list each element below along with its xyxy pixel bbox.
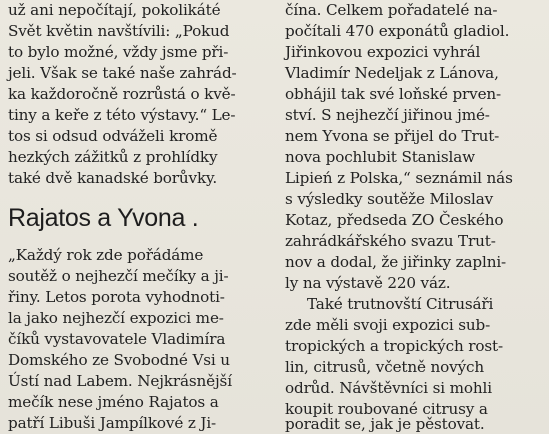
text-line: číků vystavovatele Vladimíra: [8, 330, 226, 348]
text-line: Jiřinkovou expozici vyhrál: [285, 43, 481, 61]
text-line: to bylo možné, vždy jsme při-: [8, 43, 229, 61]
text-line: Vladimír Nedeljak z Lánova,: [285, 64, 499, 82]
text-line: hezkých zážitků z prohlídky: [8, 148, 218, 166]
text-line: tiny a keře z této výstavy.“ Le-: [8, 106, 236, 124]
text-line: nov a dodal, že jiřinky zaplni-: [285, 253, 507, 271]
text-line: Ústí nad Labem. Nejkrásnější: [8, 372, 232, 390]
text-line: mečík nese jméno Rajatos a: [8, 393, 219, 411]
text-line: s výsledky soutěže Miloslav: [285, 190, 494, 208]
text-line: soutěž o nejhezčí mečíky a ji-: [8, 267, 229, 285]
text-line: Také trutnovští Citrusáři: [307, 295, 494, 313]
text-line: lin, citrusů, včetně nových: [285, 358, 484, 376]
text-line: ly na výstavě 220 váz.: [285, 274, 451, 292]
text-line: počítali 470 exponátů gladiol.: [285, 22, 510, 40]
text-line: nem Yvona se přijel do Trut-: [285, 127, 500, 145]
text-line: zde měli svoji expozici sub-: [285, 316, 491, 334]
text-line: poradit se, jak je pěstovat.: [285, 415, 485, 433]
text-line: tropických a tropických rost-: [285, 337, 503, 355]
text-line: čína. Celkem pořadatelé na-: [285, 1, 498, 19]
text-line: už ani nepočítají, pokolikáté: [8, 1, 221, 19]
text-line: ství. S nejhezčí jiřinou jmé-: [285, 106, 490, 124]
text-line: zahrádkářského svazu Trut-: [285, 232, 496, 250]
text-line: „Každý rok zde pořádáme: [8, 246, 204, 264]
text-line: ka každoročně rozrůstá o kvě-: [8, 85, 236, 103]
text-line: Domského ze Svobodné Vsi u: [8, 351, 230, 369]
text-line: Lipień z Polska,“ seznámil nás: [285, 169, 513, 187]
text-line: la jako nejhezčí expozici me-: [8, 309, 224, 327]
text-line: obhájil tak své loňské prven-: [285, 85, 502, 103]
section-heading: Rajatos a Yvona .: [8, 204, 199, 232]
text-line: tos si odsud odváželi kromě: [8, 127, 218, 145]
text-line: koupit roubované citrusy a: [285, 400, 488, 418]
text-line: řiny. Letos porota vyhodnoti-: [8, 288, 225, 306]
text-line: také dvě kanadské borůvky.: [8, 169, 218, 187]
text-line: jeli. Však se také naše zahrád-: [8, 64, 237, 82]
text-line: nova pochlubit Stanislaw: [285, 148, 475, 166]
text-line: odrůd. Návštěvníci si mohli: [285, 379, 492, 397]
text-line: Svět květin navštívili: „Pokud: [8, 22, 230, 40]
text-line: Kotaz, předseda ZO Českého: [285, 211, 504, 229]
text-line: patří Libuši Jampílkové z Ji-: [8, 414, 217, 432]
